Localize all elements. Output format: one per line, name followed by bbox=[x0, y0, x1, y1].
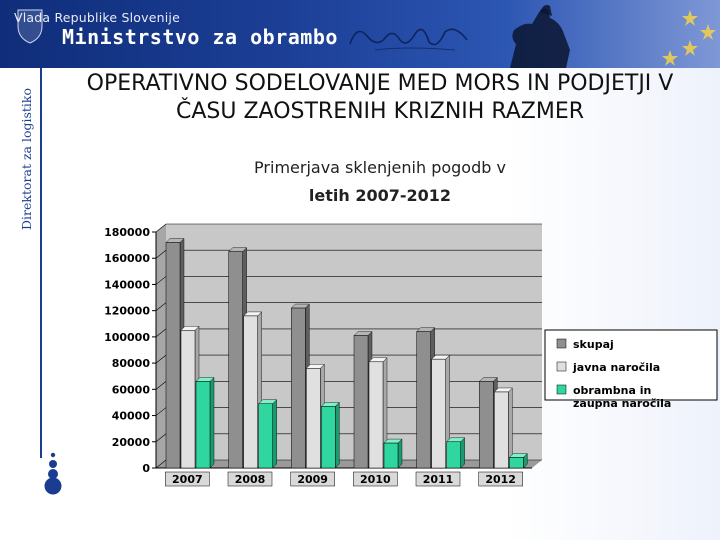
y-tick-label: 140000 bbox=[104, 278, 150, 292]
bar-side-obrambna-2007 bbox=[210, 377, 214, 468]
eu-stars-icon bbox=[390, 0, 720, 68]
legend-label-2: obrambna in bbox=[573, 384, 652, 397]
x-tick-label-2012: 2012 bbox=[485, 473, 516, 486]
bar-skupaj-2008 bbox=[229, 252, 243, 468]
bar-javna-2007 bbox=[181, 330, 195, 468]
legend-swatch-1 bbox=[557, 362, 566, 371]
legend-label-1: javna naročila bbox=[573, 361, 661, 374]
legend-swatch-2 bbox=[557, 385, 566, 394]
bar-javna-2011 bbox=[432, 359, 446, 468]
bar-obrambna-2011 bbox=[447, 442, 461, 468]
x-tick-label-2011: 2011 bbox=[422, 473, 454, 486]
bar-skupaj-2012 bbox=[479, 381, 493, 468]
y-tick-label: 120000 bbox=[104, 304, 150, 318]
header-banner bbox=[0, 0, 720, 68]
bar-skupaj-2007 bbox=[166, 242, 180, 468]
x-tick-label-2008: 2008 bbox=[234, 473, 266, 486]
bar-obrambna-2012 bbox=[509, 458, 523, 468]
bar-skupaj-2009 bbox=[291, 308, 305, 468]
y-tick-label: 100000 bbox=[104, 330, 150, 344]
y-tick-label: 180000 bbox=[104, 226, 150, 239]
page-title: OPERATIVNO SODELOVANJE MED MORS IN PODJETJI V ČASU ZAOSTRENIH KRIZNIH RAZMER bbox=[86, 71, 674, 124]
y-tick-label: 60000 bbox=[111, 383, 150, 397]
decorative-dots-icon bbox=[43, 452, 67, 496]
directorate-label: Direktorat za logistiko bbox=[19, 87, 34, 230]
bar-obrambna-2010 bbox=[384, 443, 398, 468]
contracts-bar-chart bbox=[88, 222, 720, 492]
bar-obrambna-2009 bbox=[321, 406, 335, 468]
bar-javna-2009 bbox=[306, 368, 320, 468]
y-tick-label: 40000 bbox=[111, 409, 150, 423]
legend-label-0: skupaj bbox=[573, 338, 614, 351]
sidebar-rule bbox=[40, 68, 42, 458]
bar-obrambna-2008 bbox=[259, 404, 273, 468]
chart-subtitle-line1: Primerjava sklenjenih pogodb v bbox=[254, 158, 506, 177]
bar-side-obrambna-2010 bbox=[398, 439, 402, 468]
ministry-label: Ministrstvo za obrambo bbox=[62, 25, 338, 49]
y-tick-label: 80000 bbox=[111, 357, 150, 371]
chart-subtitle-line2: letih 2007-2012 bbox=[308, 186, 452, 205]
bar-javna-2010 bbox=[369, 362, 383, 468]
y-tick-label: 0 bbox=[142, 462, 150, 475]
x-tick-label-2009: 2009 bbox=[297, 473, 328, 486]
plot-side-wall bbox=[156, 224, 166, 468]
y-tick-label: 160000 bbox=[104, 252, 150, 266]
x-tick-label-2010: 2010 bbox=[360, 473, 391, 486]
legend-label-2: zaupna naročila bbox=[573, 397, 672, 410]
x-tick-label-2007: 2007 bbox=[172, 473, 203, 486]
government-label: Vlada Republike Slovenije bbox=[14, 10, 180, 25]
bar-javna-2012 bbox=[494, 392, 508, 468]
bar-skupaj-2010 bbox=[354, 336, 368, 468]
bar-side-obrambna-2008 bbox=[273, 400, 277, 468]
bar-side-obrambna-2011 bbox=[461, 438, 465, 468]
bar-obrambna-2007 bbox=[196, 381, 210, 468]
y-tick-label: 20000 bbox=[111, 435, 150, 449]
bar-side-obrambna-2009 bbox=[335, 402, 339, 468]
legend-swatch-0 bbox=[557, 339, 566, 348]
bar-javna-2008 bbox=[244, 316, 258, 468]
bar-skupaj-2011 bbox=[417, 332, 431, 468]
